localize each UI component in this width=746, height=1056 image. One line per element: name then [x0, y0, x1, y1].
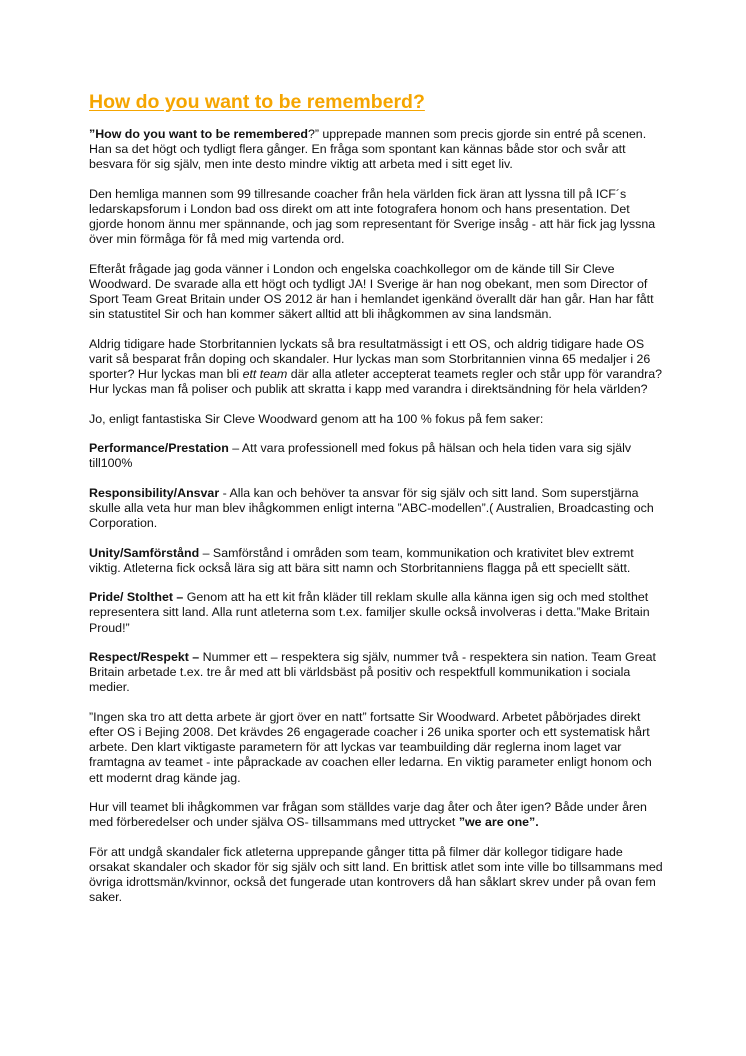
paragraph-we-are-one	[89, 800, 664, 830]
item-heading: Performance/Prestation	[89, 441, 229, 456]
paragraph-secret-man: Den hemliga mannen som 99 tillresande coacher från hela världen fick äran att lyssna till på ICF´s ledarskapsforum i London bad oss direkt om att inte fotografera honom och hans presentation. Det gjorde honom ännu mer spännande, och jag som representant för Sverige insåg - att här fick jag lyssna över min förmåga för få med mig vartenda ord.	[89, 186, 656, 247]
item-responsibility	[89, 486, 664, 532]
paragraph-olympics	[89, 337, 664, 398]
paragraph-scandals: För att undgå skandaler fick atleterna upprepande gånger titta på filmer där kollegor tidigare hade orsakat skandaler och skador för sig själv och sitt land. En brittisk atlet som inte ville bo tillsammans med övriga idrottsmän/kvinnor, också det fungerade utan kontrovers då han såklart skrev under på ovan fem saker.	[89, 844, 663, 905]
item-text: Nummer ett – respektera sig själv, nummer två - respektera sin nation. Team Great Britain arbetade t.ex. tre år med att bli världsbäst på positiv och respektfull kommunikation i sociala medier.	[89, 649, 656, 695]
intro-text: ?” upprepade mannen som precis gjorde sin entré på scenen. Han sa det högt och tydligt flera gånger. En fråga som spontant kan kännas både stor och svår att besvara för sig själv, men inte desto mindre viktig att arbeta med i sitt eget liv.	[89, 127, 647, 172]
item-text: – Samförstånd i områden som team, kommunikation och krativitet blev extremt viktig. Atleterna fick också lära sig att bära sitt namn och Storbritanniens flagga på ett speciellt sätt.	[89, 545, 634, 575]
item-pride	[89, 590, 664, 636]
paragraph-intro	[89, 127, 664, 173]
document-page	[89, 90, 664, 920]
we-are-one-text: Hur vill teamet bli ihågkommen var frågan som ställdes varje dag åter och åter igen? Både under åren med förberedelser och under själva OS- tillsammans med uttrycket	[89, 799, 647, 830]
we-are-one-bold: ”we are one”.	[458, 815, 539, 830]
paragraph-sir-cleve: Efteråt frågade jag goda vänner i London och engelska coachkollegor om de kände till Sir Cleve Woodward. De svarade alla ett högt och tydligt JA! I Sverige är han nog obekant, men som Director of Sport Team Great Britain under OS 2012 är han i hemlandet igenkänd överallt där han går. Han har fått sin statustitel Sir och han kommer säkert alltid att bli ihågkommen av sina landsmän.	[89, 261, 654, 322]
item-performance	[89, 441, 664, 471]
item-heading: Pride/ Stolthet –	[89, 590, 184, 605]
document-title: How do you want to be rememberd?	[89, 91, 425, 113]
paragraph-not-overnight: ”Ingen ska tro att detta arbete är gjort över en natt” fortsatte Sir Woodward. Arbetet påbörjades direkt efter OS i Bejing 2008. Det krävdes 26 engagerade coacher i 26 unika sporter och ett systematisk hårt arbete. Den klart viktigaste parametern för att lyckas var teambuilding där reglerna inom laget var framtagna av teamet - inte påprackade av coachen eller ledarna. En viktig parameter enligt honom och ett modernt drag kände jag.	[89, 709, 652, 785]
item-respect	[89, 650, 664, 696]
item-heading: Responsibility/Ansvar	[89, 485, 220, 500]
olympics-text-b: där alla atleter accepterat teamets regler och står upp för varandra? Hur lyckas man få poliser och publik att skratta i kapp med varandra i direktsändning för hela världen?	[89, 367, 662, 397]
item-unity	[89, 546, 664, 576]
item-heading: Respect/Respekt –	[89, 649, 200, 664]
item-text: - Alla kan och behöver ta ansvar för sig själv och sitt land. Som superstjärna skulle alla veta hur man blev ihågkommen enligt interna ”ABC-modellen”.( Australien, Broadcasting och Corporation.	[89, 485, 654, 531]
olympics-text-a: Aldrig tidigare hade Storbritannien lyckats så bra resultatmässigt i ett OS, och aldrig tidigare hade OS varit så besparat från doping och skandaler. Hur lyckas man som Storbritannien vinna 65 medaljer i 26 sporter? Hur lyckas man bli	[89, 336, 651, 382]
item-text: Genom att ha ett kit från kläder till reklam skulle alla känna igen sig och med stolthet representera sitt land. Alla runt atleterna som t.ex. familjer skulle också involveras i detta.”Make Britain Proud!”	[89, 590, 650, 635]
olympics-italic: ett team	[242, 367, 288, 382]
paragraph-five-things: Jo, enligt fantastiska Sir Cleve Woodward genom att ha 100 % fokus på fem saker:	[89, 411, 544, 426]
item-heading: Unity/Samförstånd	[89, 545, 200, 560]
intro-question-bold: ”How do you want to be remembered	[89, 127, 308, 141]
item-text: – Att vara professionell med fokus på hälsan och hela tiden vara sig själv till100%	[89, 441, 632, 471]
